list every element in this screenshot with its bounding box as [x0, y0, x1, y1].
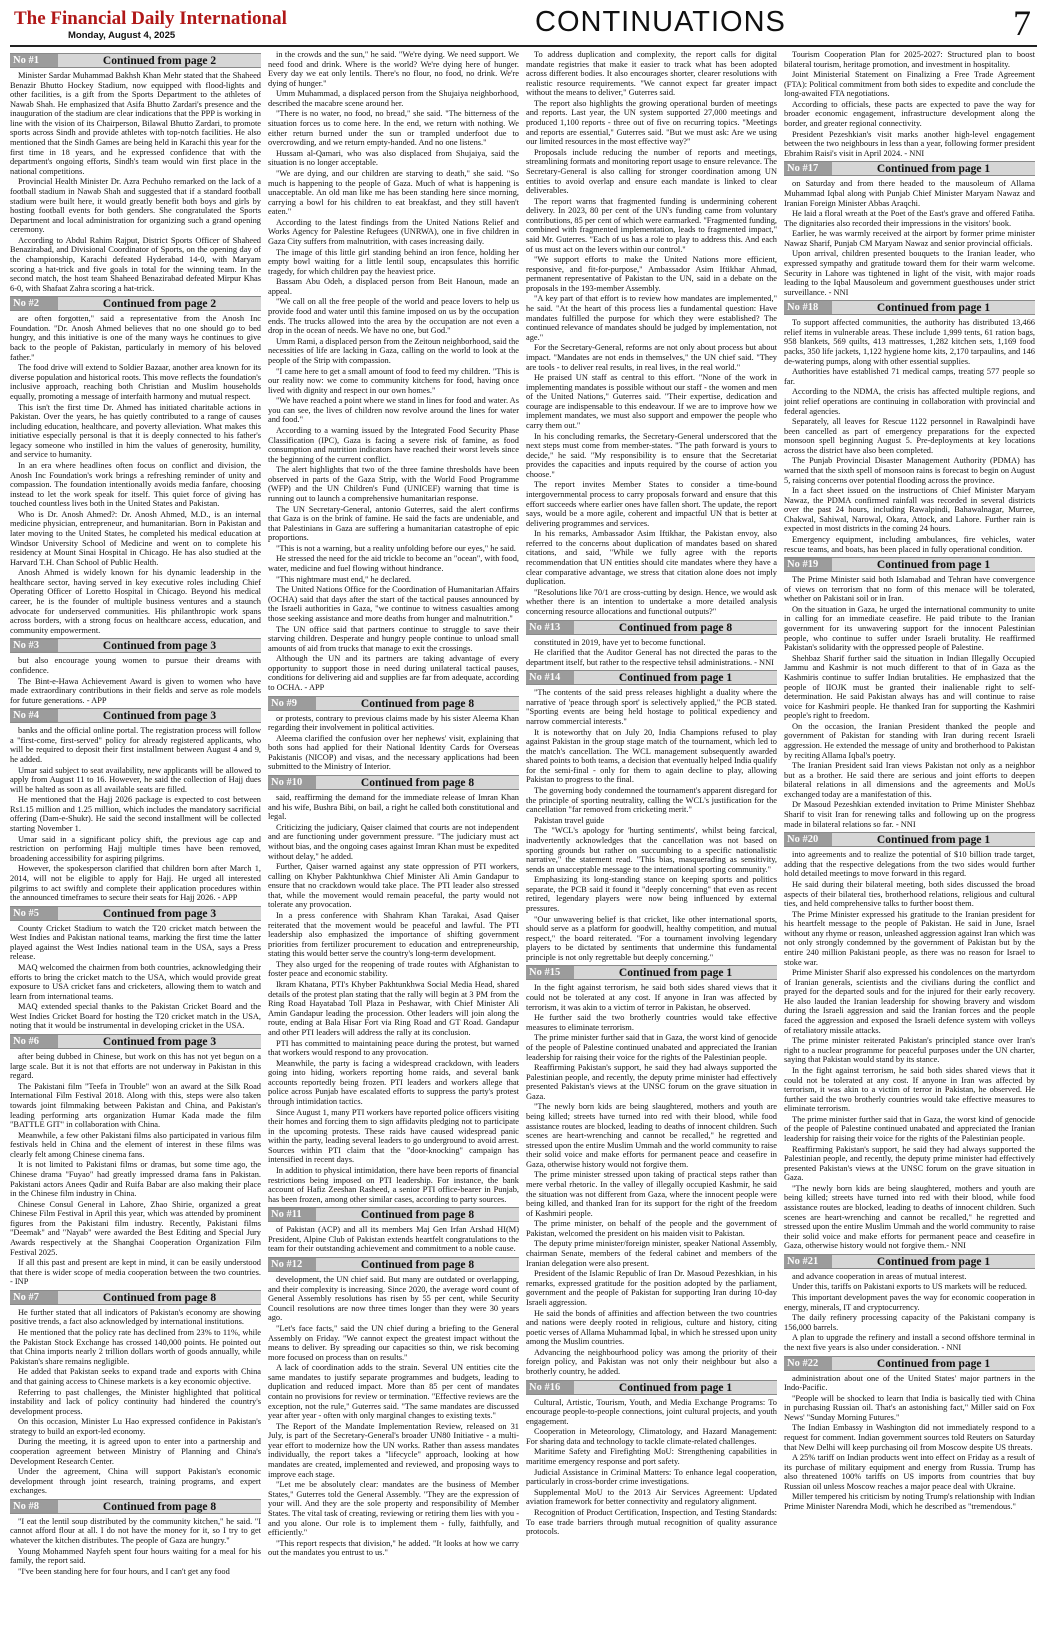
story	[10, 1034, 261, 1287]
story	[784, 50, 1035, 158]
story-header	[10, 638, 261, 653]
paragraph: He praised UN staff as central to this effort. "None of the work in implementing mandates is possible without our staff - the women and men of the United Nations," Guterres said. "Their expertise, dedication and courage are indispensable to this endeavour. If we are to improve how we implement mandates, we must also support and empower the people who carry them out."	[526, 373, 777, 430]
paragraph: In addition to physical intimidation, there have been reports of financial restrictions being imposed on PTI leadership. For instance, the bank account of Hafiz Zeeshan Rasheed, a senior PTI office-bearer in Punjab, has been frozen, among other similar cases, according to party sources.	[268, 1166, 519, 1204]
story-header	[10, 53, 261, 68]
story-number: No #4	[10, 709, 58, 722]
story-title: Continued from page 8	[618, 621, 733, 634]
paragraph: A 25% tariff on Indian products went into effect on Friday as a result of its purchase of military equipment and energy from Russia. Trump has also threatened 100% tariffs on US imports from countries that buy Russian oil unless Moscow reaches a major peace deal with Ukraine.	[784, 1453, 1035, 1491]
paragraph: Referring to past challenges, the Minister highlighted that political instability and lack of policy continuity had hindered the country's development process.	[10, 1387, 261, 1416]
story-number: No #19	[784, 558, 832, 571]
paragraph: "I came here to get a small amount of food to feed my children. "This is our reality now: we come to community kitchens for food, having once lived with dignity and respect in our own homes."	[268, 366, 519, 395]
paragraph: constituted in 2019, have yet to become functional.	[534, 637, 706, 647]
story-header	[268, 1207, 519, 1222]
story-title: Continued from page 2	[102, 55, 217, 67]
paragraph: are often forgotten," said a representative from the Anosh Inc Foundation. "Dr. Anosh Ahmed believes that no one should go to bed hungry, and this initiative is one of the many ways he continues to give back to the people of Pakistan, particularly in memory of his beloved father."	[10, 314, 261, 362]
paragraph: "There is no water, no food, no bread," she said. "The bitterness of the situation forces us to come here. In the end, we return with nothing. We either return burned under the sun or trampled underfoot due to overcrowding, and we return empty-handed. And no one listens."	[268, 109, 519, 148]
paragraph: He said the bonds of affinities and affection between the two countries and nations were deeply rooted in religious, culture and history, citing poetic verses of Allama Muhammad Iqbal, in which he stressed upon unity among the Muslim countries.	[526, 1308, 777, 1347]
story-number: No #18	[784, 301, 832, 314]
story-number: No #17	[784, 162, 832, 175]
paragraph: Although the UN and its partners are taking advantage of every opportunity to support those in need during unilateral tactical pauses, conditions for delivering aid and supplies are far from adequate, according to OCHA. - APP	[268, 654, 519, 692]
story-header	[526, 670, 777, 685]
paragraph: The report also highlights the growing operational burden of meetings and reports. Last year, the UN system supported 27,000 meetings and produced 1,100 reports - three out of five on recurring topics. "Meetings and reports are essential," Guterres said. "But we must ask: Are we using our limited resources in the most effective way?"	[526, 98, 777, 147]
paragraph: Upon arrival, children presented bouquets to the Iranian leader, who expressed sympathy and gratitude toward them for their warm welcome. Security in Lahore was tightened in light of the visit, with major roads leading to the Iqbal Mausoleum and government guesthouses under strict surveillance. - NNI	[784, 249, 1035, 297]
paragraph: The daily refinery processing capacity of the Pakistani company is 156,000 barrels.	[784, 1313, 1035, 1332]
story-number: No #3	[10, 639, 58, 652]
story	[526, 50, 777, 617]
paragraph: A lack of coordination adds to the strain. Several UN entities cite the same mandates to justify separate programmes and budgets, leading to duplication and reduced impact. More than 85 per cent of mandates contain no provisions for review or termination. "Effective reviews are the exception, not the rule," Guterres said. "The same mandates are discussed year after year - often with only marginal changes to existing texts."	[268, 1363, 519, 1421]
paragraph: The Indian Embassy in Washington did not immediately respond to a request for comment. Indian government sources told Reuters on Saturday that New Delhi will keep purchasing oil from Moscow despite US threats.	[784, 1423, 1035, 1452]
story-title: Continued from page 1	[618, 1381, 733, 1394]
paragraph: Pakistan travel guide	[534, 815, 605, 825]
paragraph: He mentioned that the Hajj 2026 package is expected to cost between Rs1.15 million and 1.25 million, which includes the mandatory sacrificial offering (Dam-e-Shukr). He said the second installment will be collected starting November 1.	[10, 795, 261, 834]
paragraph: PTI has committed to maintaining peace during the protest, but warned that workers would respond to any provocation.	[268, 1038, 519, 1058]
story	[10, 1290, 261, 1496]
story-title: Continued from page 8	[102, 1500, 217, 1513]
paragraph: "We are dying, and our children are starving to death," she said. "So much is happening to the people of Gaza. Much of what is happening is unacceptable. An old man like me has been standing here since morning, carrying a bowl for his children to eat breakfast, and they still haven't eaten."	[268, 168, 519, 217]
paragraph: "People will be shocked to learn that India is basically tied with China in purchasing Russian oil. That's an astonishing fact," Miller said on Fox News' "Sunday Morning Futures."	[784, 1393, 1035, 1422]
paragraph: The "WCL's apology for 'hurting sentiments', whilst being farcical, inadvertently acknowledges that the cancellation was not based on sporting grounds but rather on succumbing to a specific nationalistic narrative," the statement read. "This bias, masquerading as sensitivity, sends an unacceptable message to the international sporting community."	[526, 826, 777, 874]
story-title: Continued from page 3	[102, 1036, 217, 1049]
paragraph: In an era where headlines often focus on conflict and division, the Anosh Inc Foundation's work brings a refreshing reminder of unity and compassion. The foundation intentionally avoids media fanfare, choosing instead to let the work speak for itself. This quiet force of giving has touched countless lives both in the United States and Pakistan.	[10, 460, 261, 509]
paragraph: Ikram Khatana, PTI's Khyber Pakhtunkhwa Social Media Head, shared details of the protest plan stating that the rally will begin at 3 PM from the Ring Road Hayatabad Toll Plaza in Peshawar, with Chief Minister Ali Amin Gandapur leading the procession. Other leaders will join along the route, ending at Bala Hisar Fort via Ring Road and GT Road. Gandapur and other PTI leaders will address the rally at its conclusion.	[268, 980, 519, 1037]
paragraph: Since August 1, many PTI workers have reported police officers visiting their homes and forcing them to sign affidavits pledging not to participate in the upcoming protests. These raids have caused widespread panic within the party, leading several leaders to go underground to avoid arrest. Sources within PTI claim that the "door-knocking" campaign has intensified in recent days.	[268, 1107, 519, 1165]
paragraph: According to a warning issued by the Integrated Food Security Phase Classification (IPC), Gaza is facing a severe risk of famine, as food consumption and nutrition indicators have reached their worst levels since the beginning of the current conflict.	[268, 425, 519, 464]
paragraph: Cultural, Artistic, Tourism, Youth, and Media Exchange Programs: To encourage people-to-people connections, joint cultural projects, and youth engagement.	[526, 1397, 777, 1426]
story-header	[784, 832, 1035, 847]
paper-name: The Financial Daily International	[14, 8, 287, 29]
paragraph: Proposals include reducing the number of reports and meetings, streamlining formats and monitoring report usage to ensure relevance. The Secretary-General is also calling for stronger coordination among UN entities to avoid overlap and ensure each mandate is linked to clear deliverables.	[526, 147, 777, 196]
paragraph: or protests, contrary to previous claims made by his sister Aleema Khan regarding their involvement in political activities.	[268, 713, 519, 733]
story-title: Continued from page 1	[876, 834, 991, 847]
story-number: No #10	[268, 776, 316, 789]
paragraph: "We support efforts to make the United Nations more efficient, responsive, and fit-for-purpose," Ambassador Asim Iftikhar Ahmad, permanent representative of Pakistan to the UN, said in a debate on the proposals in the 193-member Assembly.	[526, 255, 777, 293]
paragraph: The report warns that fragmented funding is undermining coherent delivery. In 2023, 80 per cent of the UN's funding came from voluntary contributions, 85 per cent of which were earmarked. "Fragmented funding, combined with fragmented implementation, leads to fragmented impact," said Mr. Guterres. "Each of us has a role to play to address this. And each of us must act on the levers within our control."	[526, 196, 777, 254]
paragraph: Earlier, he was warmly received at the airport by former prime minister Nawaz Sharif, Punjab CM Maryam Nawaz and senior provincial officials.	[784, 229, 1035, 248]
story-title: Continued from page 2	[102, 298, 217, 311]
paragraph: The image of this little girl standing behind an iron fence, holding her empty bowl waiting for a little lentil soup, encapsulates this horrific tragedy, for which children pay the heaviest price.	[268, 247, 519, 276]
paragraph: According to Abdul Rahim Rajput, District Sports Officer of Shaheed Benazirabad, and Divisional Coordinator of Sports, on the opening day of the championship, Karachi defeated Hyderabad 14-0, with Maryam scoring a hat-trick and five goals in total for the winning team. In the second match, the host team Shaheed Benazirabad defeated Mirpur Khas 6-0, with Shafaat Zahra scoring a hat-trick.	[10, 235, 261, 293]
paragraph: Dr Masoud Pezeshkian extended invitation to Prime Minister Shehbaz Sharif to visit Iran for renewing talks and following up on the progress made in bilateral relations so far. - NNI	[784, 800, 1035, 829]
story-number: No #15	[526, 966, 574, 979]
section-title: CONTINUATIONS	[535, 6, 786, 38]
paragraph: Further, Qaiser warned against any state oppression of PTI workers, calling on Khyber Pakhtunkhwa Chief Minister Ali Amin Gandapur to ensure that no crackdown would take place. The PTI leader also stressed that, while the movement would remain peaceful, the party would not tolerate any provocation.	[268, 862, 519, 910]
story	[268, 1207, 519, 1254]
paragraph: He further said the two brotherly countries would take effective measures to eliminate terrorism.	[526, 1013, 777, 1032]
paragraph: "A key part of that effort is to review how mandates are implemented," he said. "At the heart of this process lies a fundamental question: Have mandates fulfilled the purpose for which they were established? The continued relevance of mandates should be judged by implementation, not age."	[526, 294, 777, 342]
story-header	[526, 1380, 777, 1395]
story	[784, 1254, 1035, 1353]
story-title: Continued from page 3	[102, 907, 217, 920]
paragraph: "We call on all the free people of the world and peace lovers to help us provide food and water until this famine imposed on us by the occupation ends. The trucks allowed into the area by the occupation are not even a drop in the ocean of needs. We have no one, but God."	[268, 297, 519, 336]
story	[784, 832, 1035, 1251]
paragraph: Cooperation in Meteorology, Climatology, and Hazard Management: For sharing data and technology to tackle climate-related challenges.	[526, 1427, 777, 1446]
story	[10, 708, 261, 902]
paragraph: The prime minister further said that in Gaza, the worst kind of genocide of the people of Palestine continued unabated and appreciated the Iranian leadership for raising their voice for the rights of the Palestinian people.	[784, 1114, 1035, 1143]
story	[784, 1356, 1035, 1512]
page-number: 7	[1013, 3, 1031, 43]
paragraph: "Let's face facts," said the UN chief during a briefing to the General Assembly on Friday. "We cannot expect the greatest impact without the means to deliver. By spreading our capacities so thin, we risk becoming more focused on process than on results."	[268, 1323, 519, 1362]
story	[268, 50, 519, 693]
paragraph: banks and the official online portal. The registration process will follow a "first-come, first-served" policy for already registered applicants, who will be required to deposit their first installment between August 4 and 9, he added.	[10, 726, 261, 764]
paragraph: but also encourage young women to pursue their dreams with confidence.	[10, 656, 261, 675]
story-title: Continued from page 8	[360, 1259, 475, 1272]
paragraph: into agreements and to realize the potential of $10 billion trade target, adding that the respective delegations from the two sides would further hold detailed meetings to move forward in this regard.	[784, 850, 1035, 879]
story-number: No #5	[10, 907, 58, 920]
story-title: Continued from page 1	[618, 672, 733, 685]
paragraph: Young Mohammed Nayfeh spent four hours waiting for a meal for his family, the report said.	[10, 1546, 261, 1566]
paragraph: "This is not a warning, but a reality unfolding before our eyes," he said.	[276, 543, 516, 553]
paragraph: The prime minister stressed upon taking of practical steps rather than mere verbal rhetoric. In the valley of illegally occupied Kashmir, he said the situation was not different from Gaza, where the innocent people were being killed, and thanked Iran for its support for the right of the freedom of Kashmiri people.	[526, 1170, 777, 1218]
paragraph: "Our unwavering belief is that cricket, like other international sports, should serve as a platform for goodwill, healthy competition, and mutual respect," the board reiterated. "For a tournament involving legendary players to be dictated by sentiments that undermine this fundamental principle is not only regrettable but deeply concerning."	[526, 914, 777, 962]
paragraph: He mentioned that the policy rate has declined from 23% to 11%, while the Pakistan Stock Exchange has crossed 140,000 points. He pointed out that China imports nearly 2 trillion dollars worth of goods annually, while Pakistan's share remains negligible.	[10, 1328, 261, 1366]
paragraph: MAQ extended special thanks to the Pakistan Cricket Board and the West Indies Cricket Board for hosting the T20 cricket match in the USA, noting that it would be instrumental in developing cricket in the USA.	[10, 1002, 261, 1031]
paragraph: "The contents of the said press releases highlight a duality where the narrative of 'peace through sport' is selectively applied," the PCB stated. "Sporting events are being held hostage to political expediency and narrow commercial interests."	[526, 688, 777, 726]
paragraph: President of the Islamic Republic of Iran Dr. Masoud Pezeshkian, in his remarks, expressed gratitude for the position adopted by the parliament, government and the people of Pakistan for supporting Iran during 10-day Israeli aggression.	[526, 1269, 777, 1307]
paragraph: Maritime Safety and Firefighting MoU: Strengthening capabilities in maritime emergency response and port safety.	[526, 1447, 777, 1467]
story	[268, 1257, 519, 1558]
story-header	[10, 296, 261, 311]
paragraph: The Prime Minister said both Islamabad and Tehran have convergence of views on terrorism that no form of this menace will be tolerated, whether on Pakistani soil or in Iran.	[784, 575, 1035, 604]
story-title: Continued from page 1	[876, 163, 991, 176]
paragraph: "This nightmare must end," he declared.	[276, 574, 411, 584]
paragraph: The UN Secretary-General, antonio Guterres, said the alert confirms that Gaza is on the brink of famine. He said the facts are undeniable, and that Palestinians in Gaza are suffering a humanitarian catastrophe of epic proportions.	[268, 504, 519, 543]
paragraph: "Let me be absolutely clear: mandates are the business of Member States," Guterres told the General Assembly. "They are the expression of your will. And they are the sole property and responsibility of Member States. The vital task of creating, reviewing or retiring them lies with you - and you alone. Our role is to implement them - fully, faithfully, and efficiently."	[268, 1480, 519, 1538]
paragraph: The report invites Member States to consider a time-bound intergovernmental process to carry proposals forward and ensure that this effort succeeds where earlier ones have fallen short. The update, the report says, would be a more agile, coherent and impactful UN that is better at delivering programmes and services.	[526, 480, 777, 528]
story-number: No #2	[10, 297, 58, 310]
paragraph: The Pakistani film "Teefa in Trouble" won an award at the Silk Road International Film Festival 2018. Along with this, steps were also taken towards joint filmmaking between Pakistan and China, and Pakistan's leading performing arts organization Humar Kada made the film "BATTLE GIT" in collaboration with China.	[10, 1081, 261, 1130]
paragraph: "We have reached a point where we stand in lines for food and water. As you can see, the lives of children now revolve around the lines for water and food."	[268, 396, 519, 425]
paragraph: Umar said subject to seat availability, new applicants will be allowed to apply from August 11 to 16. However, he said the collection of Hajj dues will be halted as soon as all available seats are filled.	[10, 765, 261, 794]
story-number: No #6	[10, 1035, 58, 1048]
story-header	[10, 708, 261, 723]
story-header	[784, 300, 1035, 315]
paragraph: The prime minister further said that in Gaza, the worst kind of genocide of the people of Palestine continued unabated and appreciated the Iranian leadership for raising their voice for the rights of the Palestinian people.	[526, 1033, 777, 1062]
paragraph: Anosh Ahmed is widely known for his dynamic leadership in the healthcare sector, having served in key executive roles including Chief Operating Officer of Loretto Hospital in Chicago. Beyond his medical career, he is the founder of multiple business ventures and a staunch advocate for underserved communities. His philanthropic work spans across borders, with a strong focus on healthcare access, education, and community empowerment.	[10, 568, 261, 635]
paragraph: Aleema clarified the confusion over her nephews' visit, explaining that both sons had applied for their National Identity Cards for Overseas Pakistanis (NICOP) and visas, and the necessary applications had been submitted to the Ministry of Interior.	[268, 733, 519, 772]
story-header	[526, 620, 777, 635]
paragraph: of Pakistan (ACP) and all its members Maj Gen Irfan Arshad HI(M) President, Alpine Club of Pakistan extends heartfelt congratulations to the team for their outstanding achievement and commitment to a noble cause.	[268, 1225, 519, 1254]
story	[10, 906, 261, 1031]
paragraph: This isn't the first time Dr. Ahmed has initiated charitable actions in Pakistan. Over the years, he has quietly contributed to a range of causes including education, healthcare, and poverty alleviation. What makes this initiative especially personal is that it is deeply connected to his father's legacy someone who instilled in him the values of generosity, humility, and service to humanity.	[10, 402, 261, 460]
paragraph: The Bint-e-Hawa Achievement Award is given to women who have made extraordinary contributions in their fields and serve as role models for future generations. - APP	[10, 676, 261, 705]
story-title: Continued from page 8	[360, 777, 475, 790]
paragraph: in the crowds and the sun," he said. "We're dying. We need support. We need food and drink. Where is the world? We're dying here of hunger. Every day we eat only lentils. There's no flour, no food, no drink. We're dying of hunger."	[268, 50, 519, 88]
paragraph: and advance cooperation in areas of mutual interest.	[792, 1271, 967, 1281]
story-number: No #8	[10, 1500, 58, 1513]
column-1	[10, 50, 261, 1642]
paragraph: Supplemental MoU to the 2013 Air Services Agreement: Updated aviation framework for better connectivity and regulatory alignment.	[526, 1487, 777, 1507]
paragraph: Minister Sardar Muhammad Bakhsh Khan Mehr stated that the Shaheed Benazir Bhutto Hockey Stadium, now equipped with flood-lights and other facilities, is a gift from the Sports Department to the athletes of Nawab Shah. He emphasized that Asifa Bhutto Zardari's presence and the inauguration of the stadium are clear indications that the PPP is working in line with the vision of its Chairperson, Bilawal Bhutto Zardari, to promote sports across Sindh and provide athletes with top-notch facilities. He also mentioned that the Sindh Games are being held in Karachi this year for the first time in 18 years, and he expressed confidence that with the department's ongoing efforts, Sindh's team would win first place in the national competitions.	[10, 71, 261, 176]
story-number: No #13	[526, 621, 574, 634]
paragraph: Recognition of Product Certification, Inspection, and Testing Standards: To ease trade barriers through mutual recognition of quality assurance protocols.	[526, 1507, 777, 1537]
paragraph: The Punjab Provincial Disaster Management Authority (PDMA) has warned that the sixth spell of monsoon rains is forecast to begin on August 5, raising concerns over potential flooding across the province.	[784, 456, 1035, 485]
story	[10, 638, 261, 705]
story	[526, 620, 777, 668]
paragraph: The prime minister, on behalf of the people and the government of Pakistan, welcomed the president on his maiden visit to Pakistan.	[526, 1219, 777, 1238]
paragraph: In his concluding remarks, the Secretary-General underscored that the next steps must come from member-states. "The path forward is yours to decide," he said. "My responsibility is to ensure that the Secretariat provides the capacities and inputs required by the course of action you choose."	[526, 431, 777, 479]
story	[268, 775, 519, 1204]
paragraph: The prime minister reiterated Pakistan's principled stance over Iran's right to a nuclear programme for peaceful purposes under the UN charter, saying that Pakistan would stand by its stance.	[784, 1036, 1035, 1065]
paragraph: To support affected communities, the authority has distributed 13,466 relief items in vulnerable areas. These include 1,999 tents, 61 ration bags, 958 blankets, 569 quilts, 413 mattresses, 1,282 kitchen sets, 1,169 food packs, 350 life jackets, 1,122 hygiene home kits, 2,170 tarpaulins, and 146 de-watering pumps, along with other essential supplies.	[784, 318, 1035, 366]
story-header	[10, 1499, 261, 1514]
paragraph: In the fight against terrorism, he said both sides shared views that it could not be tolerated at any cost. If anyone in Iran was affected by terrorism, it was akin to a victim of terror in Pakistan, he observed. He further said the two brotherly countries would take effective measures to eliminate terrorism.	[784, 1065, 1035, 1114]
story	[10, 1499, 261, 1576]
paragraph: Emphasizing its long-standing stance on keeping sports and politics separate, the PCB said it found it "deeply concerning" that even as recent retired, legendary players were now being influenced by external pressures.	[526, 875, 777, 913]
story-header	[784, 161, 1035, 176]
story-title: Continued from page 1	[876, 1357, 991, 1370]
paragraph: "This report respects that division," he added. "It looks at how we carry out the mandates you entrust to us."	[268, 1538, 519, 1558]
story-header	[10, 906, 261, 921]
paragraph: To address duplication and complexity, the report calls for digital mandate registries that make it easier to track what has been adopted across different bodies. It also encourages shorter, clearer resolutions with realistic resource requirements. "We cannot expect far greater impact without the means to deliver," Guterres said.	[526, 50, 777, 98]
paragraph: According to officials, these pacts are expected to pave the way for broader economic engagement, infrastructure development along the border, and greater regional connectivity.	[784, 99, 1035, 129]
story-header	[10, 1034, 261, 1049]
column-4	[784, 50, 1035, 1642]
story-header	[784, 1356, 1035, 1371]
story-header	[784, 1254, 1035, 1269]
paragraph: According to the latest findings from the United Nations Relief and Works Agency for Palestine Refugees (UNRWA), one in five children in Gaza City suffers from malnutrition, with cases increasing daily.	[268, 217, 519, 246]
paragraph: The food drive will extend to Soldier Bazaar, another area known for its diverse population and historical roots. This move reflects the foundation's inclusive approach, reaching both Christian and Muslim households equally, promoting a message of interfaith harmony and mutual respect.	[10, 363, 261, 401]
story-number: No #22	[784, 1357, 832, 1370]
paragraph: He said during their bilateral meeting, both sides discussed the broad aspects of their bilateral ties, brotherhood relations, religious and cultural ties, and held comprehensive talks to further boost them.	[784, 879, 1035, 909]
story-header	[526, 965, 777, 980]
paragraph: The deputy prime minister/foreign minister, speaker National Assembly, chairman Senate, members of the federal cabinet and members of the Iranian delegation were also present.	[526, 1239, 777, 1268]
column-2	[268, 50, 519, 1642]
paragraph: development, the UN chief said. But many are outdated or overlapping, and their complexity is increasing. Since 2020, the average word count of General Assembly resolutions has risen by 55 per cent, while Security Council resolutions are now three times longer than they were 30 years ago.	[268, 1275, 519, 1323]
paragraph: Hussam al-Qamari, who was also displaced from Shujaiya, said the situation is no longer acceptable.	[268, 148, 519, 168]
paragraph: In his remarks, Ambassador Asim Iftikhar, the Pakistan envoy, also referred to the concerns about duplication of mandates based on shared citations, and said, "While we fully agree with the reports recommendation that UN entities should cite mandates where they have a clear comparative advantage, we stress that citation alone does not imply duplication.	[526, 529, 777, 587]
story-number: No #11	[268, 1208, 316, 1221]
story-number: No #1	[10, 54, 58, 67]
story-header	[268, 696, 519, 711]
paragraph: Reaffirming Pakistan's support, he said they had always supported the Palestinian people, and recently, the deputy prime minister had effectively presented Pakistan's views at the UNSC forum on the grave situation in Gaza.	[526, 1063, 777, 1101]
paragraph: Separately, all leaves for Rescue 1122 personnel in Rawalpindi have been cancelled as part of emergency preparations for the expected monsoon spell beginning August 5. Pre-deployments at key locations across the district have also been completed.	[784, 417, 1035, 455]
paragraph: "I eat the lentil soup distributed by the community kitchen," he said. "I cannot afford flour at all. I do not have the money for it, so I try to get whatever the kitchen distributes. The people of Gaza are hungry."	[10, 1516, 261, 1546]
paragraph: In the fight against terrorism, he said both sides shared views that it could not be tolerated at any cost. If anyone in Iran was affected by terrorism, it was akin to a victim of terror in Pakistan, he observed.	[526, 983, 777, 1012]
paragraph: It is noteworthy that on July 20, India Champions refused to play against Pakistan in the group stage match of the tournament, which led to the match's cancellation. The WCL management subsequently awarded shared points to both teams, a decision that eventually helped India qualify for the semi-final - only for them to again decline to play, allowing Pakistan to progress to the final.	[526, 727, 777, 785]
story	[784, 300, 1035, 554]
story	[784, 161, 1035, 297]
story-title: Continued from page 8	[360, 1209, 475, 1222]
story-number: No #7	[10, 1291, 58, 1304]
paragraph: Meanwhile, the party is facing a widespread crackdown, with leaders going into hiding, workers reporting home raids, and several bank accounts reportedly being frozen. PTI leaders and workers allege that police across Punjab have escalated efforts to suppress the party's protest through intimidation tactics.	[268, 1058, 519, 1106]
paragraph: On the occasion, the Iranian President thanked the people and government of Pakistan for standing with Iran during recent Israeli aggression. He extended the message of unity and brotherhood to Pakistan by reciting Allama Iqbal's poetry.	[784, 721, 1035, 760]
paragraph: The Prime Minister expressed his gratitude to the Iranian president for his heartfelt message to the people of Pakistan. He said in June, Israel without any rhyme or reason, unleashed aggression against Iran which was not only strongly condemned by the government of Pakistan but by the entire 240 million Pakistani people, as there was no reason for Israel to stoke war.	[784, 909, 1035, 967]
paragraph: Bassam Abu Odeh, a displaced person from Beit Hanoun, made an appeal.	[268, 277, 519, 296]
paragraph: During the meeting, it is agreed upon to enter into a partnership and cooperation agreement between Ministry of Planning and China's Development Research Center.	[10, 1437, 261, 1466]
story	[10, 53, 261, 293]
paragraph: "I've been standing here for four hours, and I can't get any food	[18, 1566, 230, 1576]
story-title: Continued from page 3	[102, 640, 217, 653]
paragraph: Who is Dr. Anosh Ahmed?: Dr. Anosh Ahmed, M.D., is an internal medicine physician, entrepreneur, and humanitarian. Born in Pakistan and later moving to the United States, he completed his medical education at Windsor University School of Medicine and went on to complete his residency at Mount Sinai Hospital in Chicago. He has also studied at the Harvard T.H. Chan School of Public Health.	[10, 509, 261, 567]
story-title: Continued from page 8	[102, 1291, 217, 1304]
header-rule	[10, 45, 1037, 47]
paragraph: Emergency equipment, including ambulances, fire vehicles, water rescue teams, and boats, has been placed in fully operational condition.	[784, 535, 1035, 554]
story-title: Continued from page 8	[360, 697, 475, 710]
paragraph: The Report of the Mandate Implementation Review, released on 31 July, is part of the Secretary-General's broader UN80 Initiative - a multi-year effort to modernize how the UN works. Rather than assess mandates individually, the report takes a "lifecycle" approach, looking at how mandates are created, implemented and reviewed, and proposing ways to improve each stage.	[268, 1421, 519, 1479]
paragraph: MAQ welcomed the chairmen from both countries, acknowledging their efforts to bring the cricket match to the USA, which would provide great exposure to USA cricket fans and cricketers, allowing them to watch and learn from international teams.	[10, 962, 261, 1001]
story-number: No #16	[526, 1381, 574, 1394]
paragraph: said, reaffirming the demand for the immediate release of Imran Khan and his wife, Bushra Bibi, on bail, a right he called both constitutional and legal.	[268, 793, 519, 822]
paragraph: The governing body condemned the tournament's apparent disregard for the principle of sporting neutrality, calling the WCL's justification for the cancellation "far removed from cricketing merit."	[526, 786, 777, 815]
paragraph: On this occasion, Minister Lu Hao expressed confidence in Pakistan's strategy to build an export-led economy.	[10, 1417, 261, 1436]
paragraph: President Pezeshkian's visit marks another high-level engagement between the two neighbours in less than a year, following former president Ebrahim Raisi's visit in April 2024. - NNI	[784, 129, 1035, 158]
paragraph: The Iranian President said Iran views Pakistan not only as a neighbor but as a brother. He said there are serious and joint efforts to deepen bilateral relations in all dimensions and the agreements and MoUs exchanged today are a manifestation of this.	[784, 761, 1035, 799]
story	[784, 557, 1035, 829]
paragraph: It is not limited to Pakistani films or dramas, but some time ago, the Chinese drama "Fuyao" had greatly impressed drama fans in Pakistan. Pakistani actors Anees Qadir and Ruifa Babar are also making their place in the Chinese film industry in China.	[10, 1160, 261, 1199]
paragraph: He stressed the need for the aid trickle to become an "ocean", with food, water, medicine and fuel flowing without hindrance.	[268, 554, 519, 574]
paragraph: Judicial Assistance in Criminal Matters: To enhance legal cooperation, particularly in cross-border crime investigations.	[526, 1467, 777, 1487]
story-title: Continued from page 1	[876, 559, 991, 572]
paragraph: "The newly born kids are being slaughtered, mothers and youth are being killed; streets have turned into red with their blood, while food assistance routes are blocked, leading to deaths of innocent children. Such scenes are heart-wrenching and cannot be recalled," he regretted and stressed upon the entire Muslim Ummah and the world community to raise their solid voice and make efforts for permanent peace and ceasefire in Gaza, otherwise history would not forgive them.- NNI	[784, 1183, 1035, 1251]
paragraph: after being dubbed in Chinese, but work on this has not yet begun on a large scale. But it is not that efforts are not underway in Pakistan in this regard.	[10, 1052, 261, 1081]
paragraph: Umar said in a significant policy shift, the previous age cap and restriction on performing Hajj multiple times have been removed, broadening accessibility for aspiring pilgrims.	[10, 834, 261, 863]
story-number: No #12	[268, 1258, 316, 1271]
story-header	[268, 775, 519, 790]
paragraph: Reaffirming Pakistan's support, he said they had always supported the Palestinian people, and recently, the deputy prime minister had effectively presented Pakistan's views at the UNSC forum on the grave situation in Gaza.	[784, 1144, 1035, 1183]
paragraph: The UN office said that partners continue to struggle to save their starving children. Desperate and hungry people continue to unload small amounts of aid from trucks that manage to exit the crossings.	[268, 624, 519, 653]
paragraph: According to the NDMA, the crisis has affected multiple regions, and joint relief operations are continuing in collaboration with provincial and federal agencies.	[784, 387, 1035, 416]
paragraph: Under the agreement, China will support Pakistan's economic development through joint research, training programs, and expert exchanges.	[10, 1467, 261, 1496]
paragraph: A plan to upgrade the refinery and install a second offshore terminal in the next five years is also under consideration. - NNI	[784, 1333, 1035, 1352]
story-title: Continued from page 1	[876, 302, 991, 315]
paper-date: Monday, August 4, 2025	[68, 30, 176, 41]
paragraph: He laid a floral wreath at the Poet of the East's grave and offered Fatiha. The dignitaries also recorded their impressions in the visitors' book.	[784, 209, 1035, 228]
story	[526, 1380, 777, 1537]
paragraph: On the situation in Gaza, he urged the international community to unite in calling for an immediate ceasefire. He paid tribute to the Iranian government for its unwavering support for the innocent Palestinian people, who continue to suffer under Israeli brutality. He reaffirmed Pakistan's solidarity with the oppressed people of Palestine.	[784, 604, 1035, 653]
paragraph: Shehbaz Sharif further said the situation in Indian Illegally Occupied Jammu and Kashmir is not much different to that of in Gaza as the Kashmiris continue to suffer Indian brutalities. He emphasized that the people of IIOJK must be granted their inalienable right to self-determination. He said Pakistan always has and will continue to raise voice for Kashmiri people. He thanked Iran for supporting the Kashmiri people's right to freedom.	[784, 653, 1035, 721]
paragraph: administration about one of the United States' major partners in the Indo-Pacific.	[784, 1373, 1035, 1393]
story	[10, 296, 261, 635]
paragraph: In a press conference with Shahram Khan Tarakai, Asad Qaiser reiterated that the movement would be peaceful and lawful. The PTI leadership also emphasized the importance of shifting government priorities from fertilizer procurement to education and entrepreneurship, stating this would better serve the country's long-term development.	[268, 910, 519, 959]
paragraph: For the Secretary-General, reforms are not only about process but about impact. "Mandates are not ends in themselves," the UN chief said. "They are tools - to deliver real results, in real lives, in the real world."	[526, 343, 777, 372]
story-title: Continued from page 1	[618, 967, 733, 980]
paragraph: Miller tempered his criticism by noting Trump's relationship with Indian Prime Minister Narendra Modi, which he described as "tremendous."	[784, 1492, 1035, 1512]
paragraph: This important development paves the way for economic cooperation in energy, minerals, IT and cryptocurrency.	[784, 1293, 1035, 1312]
paragraph: Chinese Consul General in Lahore, Zhao Shirie, organized a great Chinese Film Festival in April this year, which was attended by prominent figures from the Pakistani film industry. Recently, Pakistani films "Deemak" and "Nayab" were awarded the Best Editing and Special Jury Awards respectively at the Shanghai Cooperation Organization Film Festival 2025.	[10, 1199, 261, 1257]
masthead	[10, 3, 1037, 43]
paragraph: He clarified that the Auditor General has not directed the paras to the department itself, but rather to the respective tehsil administrations. - NNI	[526, 648, 777, 667]
paragraph: He further stated that all indicators of Pakistan's economy are showing positive trends, a fact also acknowledged by international institutions.	[10, 1307, 261, 1327]
story	[268, 696, 519, 772]
paragraph: County Cricket Stadium to watch the T20 cricket match between the West Indies and Pakistan national teams, marking the first time the latter played against the West Indies national team in the USA, says a Press release.	[10, 923, 261, 962]
paragraph: Tourism Cooperation Plan for 2025-2027: Structured plan to boost bilateral tourism, heritage promotion, and investment in hospitality.	[784, 50, 1035, 69]
columns	[10, 50, 1037, 1642]
paragraph: Umm Rami, a displaced person from the Zeitoun neighborhood, said the necessities of life are lacking in Gaza, calling on the world to look at the people of the Strip with compassion.	[268, 336, 519, 365]
story-header	[10, 1290, 261, 1305]
paragraph: Umm Muhammad, a displaced person from the Shujaiya neighborhood, described the macabre scene around her.	[268, 89, 519, 108]
story-title: Continued from page 3	[102, 710, 217, 723]
paragraph: on Saturday and from there headed to the mausoleum of Allama Muhammad Iqbal along with Punjab Chief Minister Maryam Nawaz and Iranian Foreign Minister Abbas Araqchi.	[784, 179, 1035, 208]
story-number: No #20	[784, 833, 832, 846]
paragraph: If all this past and present are kept in mind, it can be easily understood that there is wider scope of media cooperation between the two countries. - INP	[10, 1258, 261, 1287]
paragraph: Meanwhile, a few other Pakistani films also participated in various film festivals held in China and the element of interest in these films was clearly felt among Chinese cinema fans.	[10, 1130, 261, 1159]
story-number: No #9	[268, 697, 316, 710]
story-number: No #14	[526, 671, 574, 684]
paragraph: In a fact sheet issued on the instructions of Chief Minister Maryam Nawaz, the PDMA confirmed rainfall was recorded in several districts over the past 24 hours, including Rawalpindi, Bahawalnagar, Murree, Chakwal, Sahiwal, Narowal, Okara, Attock, and Lahore. Further rain is expected in most districts in the coming 24 hours.	[784, 486, 1035, 534]
paragraph: Under this, tariffs on Pakistani exports to US markets will be reduced.	[792, 1282, 1027, 1292]
story-header	[268, 1257, 519, 1272]
paragraph: Criticizing the judiciary, Qaiser claimed that courts are not independent and are functioning under government pressure. "The judiciary must act without bias, and the ongoing cases against Imran Khan must be expedited without delay," he added.	[268, 822, 519, 861]
story	[526, 965, 777, 1376]
paragraph: "Resolutions like 70/1 are cross-cutting by design. Hence, we would ask whether there is an intention to undertake a more detailed analysis concerning resource allocations and functional outputs?"	[526, 587, 777, 616]
paragraph: Joint Ministerial Statement on Finalizing a Free Trade Agreement (FTA): Political commitment from both sides to expedite and conclude the long-awaited FTA negotiations.	[784, 70, 1035, 99]
story-title: Continued from page 1	[876, 1255, 991, 1268]
story-header	[784, 557, 1035, 572]
paragraph: However, the spokesperson clarified that children born after March 1, 2014, will not be eligible to apply for Hajj. He urged all interested pilgrims to act swiftly and complete their application procedures within the announced timeframes to secure their seats for Hajj 2026. - APP	[10, 864, 261, 903]
column-3	[526, 50, 777, 1642]
paragraph: Authorities have established 71 medical camps, treating 577 people so far.	[784, 367, 1035, 386]
paragraph: Prime Minister Sharif also expressed his condolences on the martyrdom of Iranian generals, scientists and the civilians during the conflict and prayed for the departed souls and for the injured for their early recovery. He also lauded the Iranian leadership for showing bravery and wisdom during the Israeli aggression and said the Iranian forces and the people faced the aggression and exposed the Israeli defence system with volleys of retaliatory missile attacks.	[784, 968, 1035, 1035]
paragraph: The United Nations Office for the Coordination of Humanitarian Affairs (OCHA) said that days after the start of the tactical pauses announced by the Israeli authorities in Gaza, "we continue to witness casualties among those seeking assistance and more deaths from hunger and malnutrition."	[268, 585, 519, 623]
paragraph: Advancing the neighbourhood policy was among the priority of their foreign policy, and Pakistan was not only their neighbour but also a brotherly country, he added.	[526, 1347, 777, 1376]
story-number: No #21	[784, 1255, 832, 1268]
story	[526, 670, 777, 962]
paragraph: Provincial Health Minister Dr. Azra Pechuho remarked on the lack of a football stadium in Nawab Shah and suggested that if a standard football stadium were built here, it would greatly benefit both boys and girls by hosting football events for both genders. She congratulated the Sports Department and local administration for organizing such a grand opening ceremony.	[10, 177, 261, 235]
paragraph: The alert highlights that two of the three famine thresholds have been observed in parts of the Gaza Strip, with the World Food Programme (WFP) and the UN Children's Fund (UNICEF) warning that time is running out to launch a comprehensive humanitarian response.	[268, 465, 519, 504]
paragraph: They also urged for the reopening of trade routes with Afghanistan to foster peace and economic stability.	[268, 959, 519, 979]
paragraph: He added that Pakistan seeks to expand trade and exports with China and that gaining access to Chinese markets is a key economic objective.	[10, 1367, 261, 1386]
paragraph: "The newly born kids are being slaughtered, mothers and youth are being killed; streets have turned into red with their blood, while food assistance routes are blocked, leading to deaths of innocent children. Such scenes are heart-wrenching and cannot be recalled," he regretted and stressed upon the entire Muslim Ummah and the world community to raise their solid voice and make efforts for permanent peace and ceasefire in Gaza, otherwise history would not forgive them.	[526, 1102, 777, 1169]
